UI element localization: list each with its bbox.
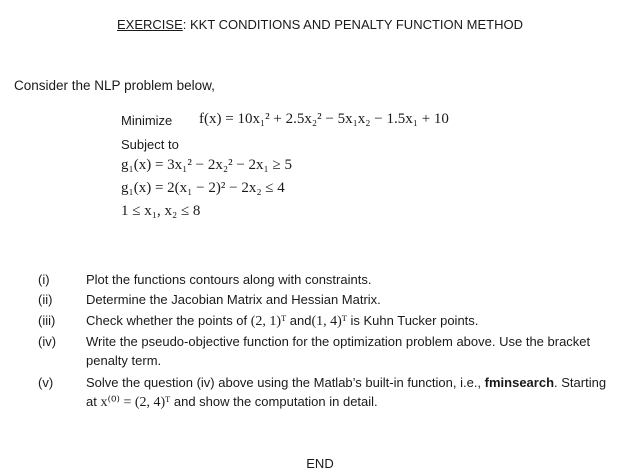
objective-function: f(x) = 10x₁² + 2.5x₂² − 5x₁x₂ − 1.5x₁ + 10 [199, 111, 449, 127]
fminsearch-keyword: fminsearch [484, 375, 555, 390]
question-text-part: . Starting at [86, 375, 607, 409]
minimize-label: Minimize [121, 113, 173, 128]
question-text: Determine the Jacobian Matrix and Hessian Matrix. [86, 292, 381, 307]
question-text: Write the pseudo-objective function for the optimization problem above. Use the bracket penalty term. [86, 334, 591, 368]
question-number: (iv) [38, 334, 57, 349]
question-text [86, 373, 616, 412]
question-text-part: and [286, 313, 312, 328]
point-1: (2, 1)ᵀ [250, 314, 287, 329]
intro-text: Consider the NLP problem below, [14, 78, 215, 93]
constraint-1: g₁(x) = 3x₁² − 2x₂² − 2x₁ ≥ 5 [121, 157, 293, 173]
exercise-title: : KKT CONDITIONS AND PENALTY FUNCTION METHOD [182, 17, 523, 32]
question-text: Plot the functions contours along with constraints. [86, 272, 372, 287]
exercise-label: EXERCISE [117, 17, 183, 32]
question-number: (i) [38, 272, 50, 287]
question-text-part: and show the computation in detail. [170, 394, 378, 409]
question-number: (iii) [38, 313, 56, 328]
question-text-part: Solve the question (iv) above using the Matlab’s built-in function, i.e., [86, 375, 485, 390]
end-marker: END [306, 456, 334, 471]
bounds-constraint: 1 ≤ x₁, x₂ ≤ 8 [121, 203, 201, 219]
question-text-part: is Kuhn Tucker points. [346, 313, 479, 328]
point-2: (1, 4)ᵀ [311, 314, 347, 329]
question-number: (ii) [38, 292, 53, 307]
page-title [0, 17, 640, 32]
starting-point: x⁽⁰⁾ = (2, 4)ᵀ [100, 395, 171, 410]
question-text-part: Check whether the points of [86, 313, 251, 328]
question-text [86, 311, 616, 331]
constraint-2: g₁(x) = 2(x₁ − 2)² − 2x₂ ≤ 4 [121, 180, 285, 196]
question-number: (v) [38, 375, 54, 390]
subject-to-label: Subject to [121, 137, 179, 152]
